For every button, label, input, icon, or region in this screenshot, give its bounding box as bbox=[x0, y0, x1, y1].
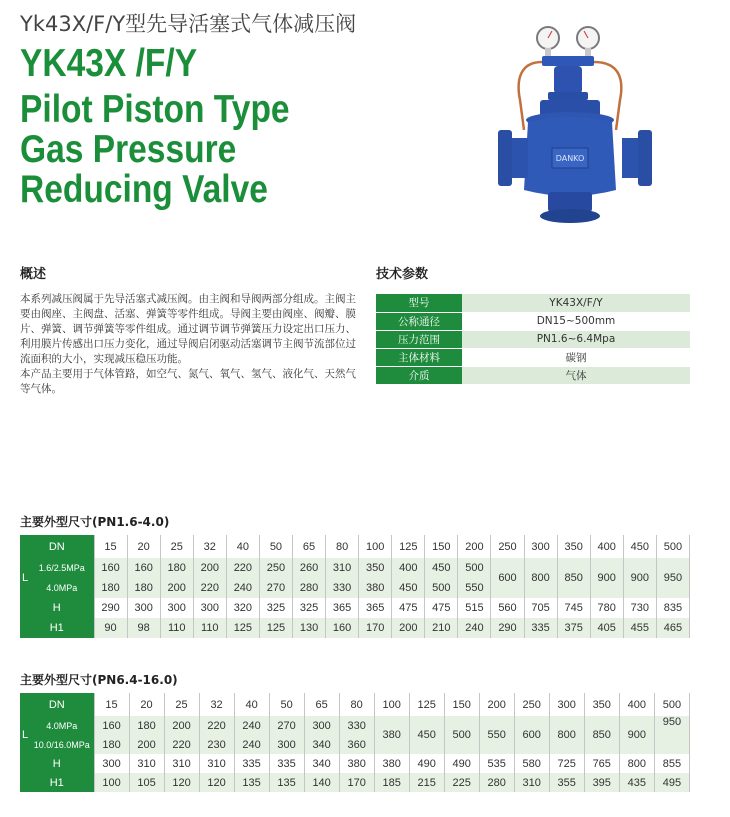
dn-cell: 350 bbox=[584, 693, 619, 716]
h1-cell: 185 bbox=[374, 773, 409, 792]
pressure-label-1: 4.0MPa bbox=[30, 716, 94, 735]
h1-label: H1 bbox=[20, 618, 94, 638]
l-cell: 500 bbox=[425, 578, 458, 598]
l-merged-cell: 850 bbox=[584, 716, 619, 754]
l-cell: 180 bbox=[129, 716, 164, 735]
l-cell: 160 bbox=[94, 558, 127, 578]
h1-cell: 170 bbox=[339, 773, 374, 792]
h-cell: 325 bbox=[259, 598, 292, 618]
l-cell: 160 bbox=[127, 558, 160, 578]
spec-value: PN1.6~6.4Mpa bbox=[462, 330, 690, 348]
h-cell: 310 bbox=[129, 754, 164, 773]
h1-cell: 120 bbox=[164, 773, 199, 792]
l-cell: 240 bbox=[234, 735, 269, 754]
h1-cell: 90 bbox=[94, 618, 127, 638]
table2-heading: 主要外型尺寸(PN6.4-16.0) bbox=[20, 673, 178, 687]
h-cell: 310 bbox=[199, 754, 234, 773]
dn-cell: 200 bbox=[479, 693, 514, 716]
h1-cell: 405 bbox=[590, 618, 623, 638]
h1-cell: 465 bbox=[656, 618, 689, 638]
h1-cell: 160 bbox=[326, 618, 359, 638]
spec-value: YK43X/F/Y bbox=[462, 294, 690, 312]
l-merged-cell: 500 bbox=[444, 716, 479, 754]
dn-cell: 300 bbox=[524, 535, 557, 558]
l-merged-cell: 380 bbox=[374, 716, 409, 754]
dn-row bbox=[20, 535, 690, 558]
l-cell: 180 bbox=[94, 578, 127, 598]
h1-row bbox=[20, 618, 690, 638]
h1-cell: 170 bbox=[359, 618, 392, 638]
overview-paragraph-1: 本系列减压阀属于先导活塞式减压阀。由主阀和导阀两部分组成。主阀主要由阀座、主阀盘、活塞、弹簧等零件组成。导阀主要由阀座、阀瓣、膜片、弹簧、调节弹簧等零件组成。通过调节调节弹簧压力设定出口压力、利用膜片传感出口压力变化，通过导阀启闭驱动活塞调节主阀节流部位过流面积的大小，实现减压稳压功能。 bbox=[20, 293, 356, 365]
h1-cell: 110 bbox=[160, 618, 193, 638]
dn-cell: 100 bbox=[374, 693, 409, 716]
h-cell: 300 bbox=[127, 598, 160, 618]
h-cell: 365 bbox=[359, 598, 392, 618]
l-cell: 360 bbox=[339, 735, 374, 754]
dn-cell: 32 bbox=[193, 535, 226, 558]
spec-key: 主体材料 bbox=[376, 348, 462, 366]
h1-cell: 375 bbox=[557, 618, 590, 638]
l-cell: 260 bbox=[292, 558, 325, 578]
h-row bbox=[20, 598, 690, 618]
l-cell: 200 bbox=[160, 578, 193, 598]
l-merged-cell: 850 bbox=[557, 558, 590, 598]
l-cell: 160 bbox=[94, 716, 129, 735]
h-cell: 320 bbox=[226, 598, 259, 618]
h1-cell: 125 bbox=[259, 618, 292, 638]
pressure-label-2: 10.0/16.0MPa bbox=[30, 735, 94, 754]
english-title-line-3: Reducing Valve bbox=[20, 168, 268, 211]
dn-cell: 150 bbox=[425, 535, 458, 558]
l-cell: 270 bbox=[269, 716, 304, 735]
h1-cell: 100 bbox=[94, 773, 129, 792]
dimensions-table-pn16 bbox=[20, 535, 690, 638]
dn-row bbox=[20, 693, 690, 716]
l-cell: 450 bbox=[425, 558, 458, 578]
h-cell: 730 bbox=[623, 598, 656, 618]
l-cell: 280 bbox=[292, 578, 325, 598]
l-merged-cell: 800 bbox=[524, 558, 557, 598]
h1-cell: 215 bbox=[409, 773, 444, 792]
l-merged-cell: 900 bbox=[623, 558, 656, 598]
h1-cell: 225 bbox=[444, 773, 479, 792]
h1-cell: 435 bbox=[619, 773, 654, 792]
h1-cell: 455 bbox=[623, 618, 656, 638]
h1-cell: 110 bbox=[193, 618, 226, 638]
pressure-label-1: 1.6/2.5MPa bbox=[30, 558, 94, 578]
l-label: L bbox=[20, 558, 30, 598]
dn-cell: 150 bbox=[444, 693, 479, 716]
dn-cell: 40 bbox=[226, 535, 259, 558]
h1-cell: 130 bbox=[292, 618, 325, 638]
spec-value: 碳钢 bbox=[462, 348, 690, 366]
l-cell: 500 bbox=[458, 558, 491, 578]
spec-row bbox=[376, 348, 690, 366]
h-cell: 300 bbox=[193, 598, 226, 618]
l-cell: 550 bbox=[458, 578, 491, 598]
dn-cell: 40 bbox=[234, 693, 269, 716]
l-cell: 220 bbox=[226, 558, 259, 578]
h-cell: 340 bbox=[304, 754, 339, 773]
l-cell: 200 bbox=[164, 716, 199, 735]
l-cell: 240 bbox=[234, 716, 269, 735]
spec-row bbox=[376, 330, 690, 348]
l-cell: 380 bbox=[359, 578, 392, 598]
dn-cell: 400 bbox=[619, 693, 654, 716]
h-cell: 780 bbox=[590, 598, 623, 618]
h1-label: H1 bbox=[20, 773, 94, 792]
h1-cell: 495 bbox=[654, 773, 689, 792]
h1-row bbox=[20, 773, 690, 792]
h1-cell: 135 bbox=[234, 773, 269, 792]
dimensions-table-pn64 bbox=[20, 693, 690, 792]
h-cell: 855 bbox=[654, 754, 689, 773]
l-cell: 200 bbox=[129, 735, 164, 754]
h1-cell: 395 bbox=[584, 773, 619, 792]
overview-heading: 概述 bbox=[20, 267, 47, 282]
english-title-line-1: Pilot Piston Type bbox=[20, 88, 290, 131]
h-cell: 475 bbox=[392, 598, 425, 618]
h-cell: 560 bbox=[491, 598, 524, 618]
h1-cell: 140 bbox=[304, 773, 339, 792]
dn-cell: 20 bbox=[127, 535, 160, 558]
h-cell: 580 bbox=[514, 754, 549, 773]
spec-value: DN15~500mm bbox=[462, 312, 690, 330]
dn-cell: 125 bbox=[392, 535, 425, 558]
h-cell: 745 bbox=[557, 598, 590, 618]
h-cell: 290 bbox=[94, 598, 127, 618]
dn-cell: 80 bbox=[326, 535, 359, 558]
l-label: L bbox=[20, 716, 30, 754]
h-cell: 335 bbox=[269, 754, 304, 773]
h-cell: 380 bbox=[374, 754, 409, 773]
page-title-cn: Yk43X/F/Y型先导活塞式气体减压阀 bbox=[20, 12, 357, 36]
h-row bbox=[20, 754, 690, 773]
dn-cell: 65 bbox=[304, 693, 339, 716]
l-cell: 340 bbox=[304, 735, 339, 754]
l-cell: 350 bbox=[359, 558, 392, 578]
spec-key: 型号 bbox=[376, 294, 462, 312]
l-merged-cell: 950 bbox=[656, 558, 689, 598]
spec-key: 介质 bbox=[376, 366, 462, 384]
h-cell: 335 bbox=[234, 754, 269, 773]
spec-row bbox=[376, 366, 690, 384]
h1-cell: 335 bbox=[524, 618, 557, 638]
dn-cell: 15 bbox=[94, 693, 129, 716]
l-cell: 240 bbox=[226, 578, 259, 598]
dn-cell: 20 bbox=[129, 693, 164, 716]
dn-cell: 65 bbox=[292, 535, 325, 558]
l-cell: 330 bbox=[339, 716, 374, 735]
dn-cell: 50 bbox=[269, 693, 304, 716]
h1-cell: 280 bbox=[479, 773, 514, 792]
specs-heading: 技术参数 bbox=[376, 267, 429, 282]
spec-value: 气体 bbox=[462, 366, 690, 384]
overview-paragraph-2: 本产品主要用于气体管路，如空气、氮气、氧气、氢气、液化气、天然气等气体。 bbox=[20, 368, 356, 395]
h-cell: 515 bbox=[458, 598, 491, 618]
dn-cell: 25 bbox=[164, 693, 199, 716]
l-cell: 300 bbox=[269, 735, 304, 754]
spec-row bbox=[376, 294, 690, 312]
pressure-gauge-right-icon bbox=[577, 27, 599, 58]
h-cell: 835 bbox=[656, 598, 689, 618]
l-cell: 220 bbox=[199, 716, 234, 735]
l-merged-cell: 600 bbox=[491, 558, 524, 598]
h-cell: 300 bbox=[160, 598, 193, 618]
h-cell: 800 bbox=[619, 754, 654, 773]
spec-key: 公称通径 bbox=[376, 312, 462, 330]
h-cell: 325 bbox=[292, 598, 325, 618]
h-cell: 380 bbox=[339, 754, 374, 773]
l-merged-cell: 550 bbox=[479, 716, 514, 754]
dn-cell: 300 bbox=[549, 693, 584, 716]
overview-text bbox=[20, 292, 358, 397]
h-cell: 705 bbox=[524, 598, 557, 618]
dn-cell: 450 bbox=[623, 535, 656, 558]
h1-cell: 120 bbox=[199, 773, 234, 792]
h-cell: 365 bbox=[326, 598, 359, 618]
h-cell: 310 bbox=[164, 754, 199, 773]
h-label: H bbox=[20, 754, 94, 773]
h-cell: 490 bbox=[409, 754, 444, 773]
h1-cell: 98 bbox=[127, 618, 160, 638]
dn-cell: 50 bbox=[259, 535, 292, 558]
dn-cell: 350 bbox=[557, 535, 590, 558]
l-merged-cell: 450 bbox=[409, 716, 444, 754]
l-cell: 200 bbox=[193, 558, 226, 578]
english-title-line-2: Gas Pressure bbox=[20, 128, 237, 171]
dn-cell: 100 bbox=[359, 535, 392, 558]
h1-cell: 200 bbox=[392, 618, 425, 638]
l-row-1 bbox=[20, 558, 690, 578]
h-cell: 535 bbox=[479, 754, 514, 773]
l-row-1 bbox=[20, 716, 690, 735]
h-cell: 475 bbox=[425, 598, 458, 618]
l-cell: 330 bbox=[326, 578, 359, 598]
dn-cell: 32 bbox=[199, 693, 234, 716]
dn-cell: 200 bbox=[458, 535, 491, 558]
pressure-label-2: 4.0MPa bbox=[30, 578, 94, 598]
h1-cell: 310 bbox=[514, 773, 549, 792]
l-cell: 400 bbox=[392, 558, 425, 578]
dn-cell: 500 bbox=[654, 693, 689, 716]
l-merged-cell: 900 bbox=[619, 716, 654, 754]
l-merged-cell: 900 bbox=[590, 558, 623, 598]
h-cell: 300 bbox=[94, 754, 129, 773]
h1-cell: 105 bbox=[129, 773, 164, 792]
dn-cell: 15 bbox=[94, 535, 127, 558]
l-cell: 220 bbox=[193, 578, 226, 598]
table1-heading: 主要外型尺寸(PN1.6-4.0) bbox=[20, 515, 170, 529]
h-cell: 725 bbox=[549, 754, 584, 773]
dn-cell: 400 bbox=[590, 535, 623, 558]
l-cell: 270 bbox=[259, 578, 292, 598]
dn-label: DN bbox=[20, 693, 94, 716]
h1-cell: 240 bbox=[458, 618, 491, 638]
l-merged-cell: 800 bbox=[549, 716, 584, 754]
l-cell: 450 bbox=[392, 578, 425, 598]
model-title: YK43X /F/Y bbox=[20, 42, 198, 85]
l-cell: 180 bbox=[127, 578, 160, 598]
h1-cell: 355 bbox=[549, 773, 584, 792]
dn-cell: 500 bbox=[656, 535, 689, 558]
h1-cell: 135 bbox=[269, 773, 304, 792]
l-cell: 310 bbox=[326, 558, 359, 578]
dn-label: DN bbox=[20, 535, 94, 558]
l-cell: 230 bbox=[199, 735, 234, 754]
l-cell: 220 bbox=[164, 735, 199, 754]
l-cell: 300 bbox=[304, 716, 339, 735]
nameplate-label: DANKO bbox=[555, 154, 585, 163]
spec-row bbox=[376, 312, 690, 330]
l-cell: 250 bbox=[259, 558, 292, 578]
dn-cell: 125 bbox=[409, 693, 444, 716]
dn-cell: 250 bbox=[514, 693, 549, 716]
spec-key: 压力范围 bbox=[376, 330, 462, 348]
specs-table bbox=[376, 294, 690, 385]
h-cell: 490 bbox=[444, 754, 479, 773]
l-merged-cell: 600 bbox=[514, 716, 549, 754]
valve-photo-icon bbox=[490, 20, 660, 235]
h1-cell: 290 bbox=[491, 618, 524, 638]
h1-cell: 210 bbox=[425, 618, 458, 638]
l-cell: 180 bbox=[160, 558, 193, 578]
h-cell: 765 bbox=[584, 754, 619, 773]
pressure-gauge-left-icon bbox=[537, 27, 559, 58]
l-cell: 180 bbox=[94, 735, 129, 754]
dn-cell: 250 bbox=[491, 535, 524, 558]
english-title bbox=[20, 90, 290, 210]
h-label: H bbox=[20, 598, 94, 618]
l-cell: 950 bbox=[654, 716, 689, 754]
h1-cell: 125 bbox=[226, 618, 259, 638]
dn-cell: 80 bbox=[339, 693, 374, 716]
dn-cell: 25 bbox=[160, 535, 193, 558]
